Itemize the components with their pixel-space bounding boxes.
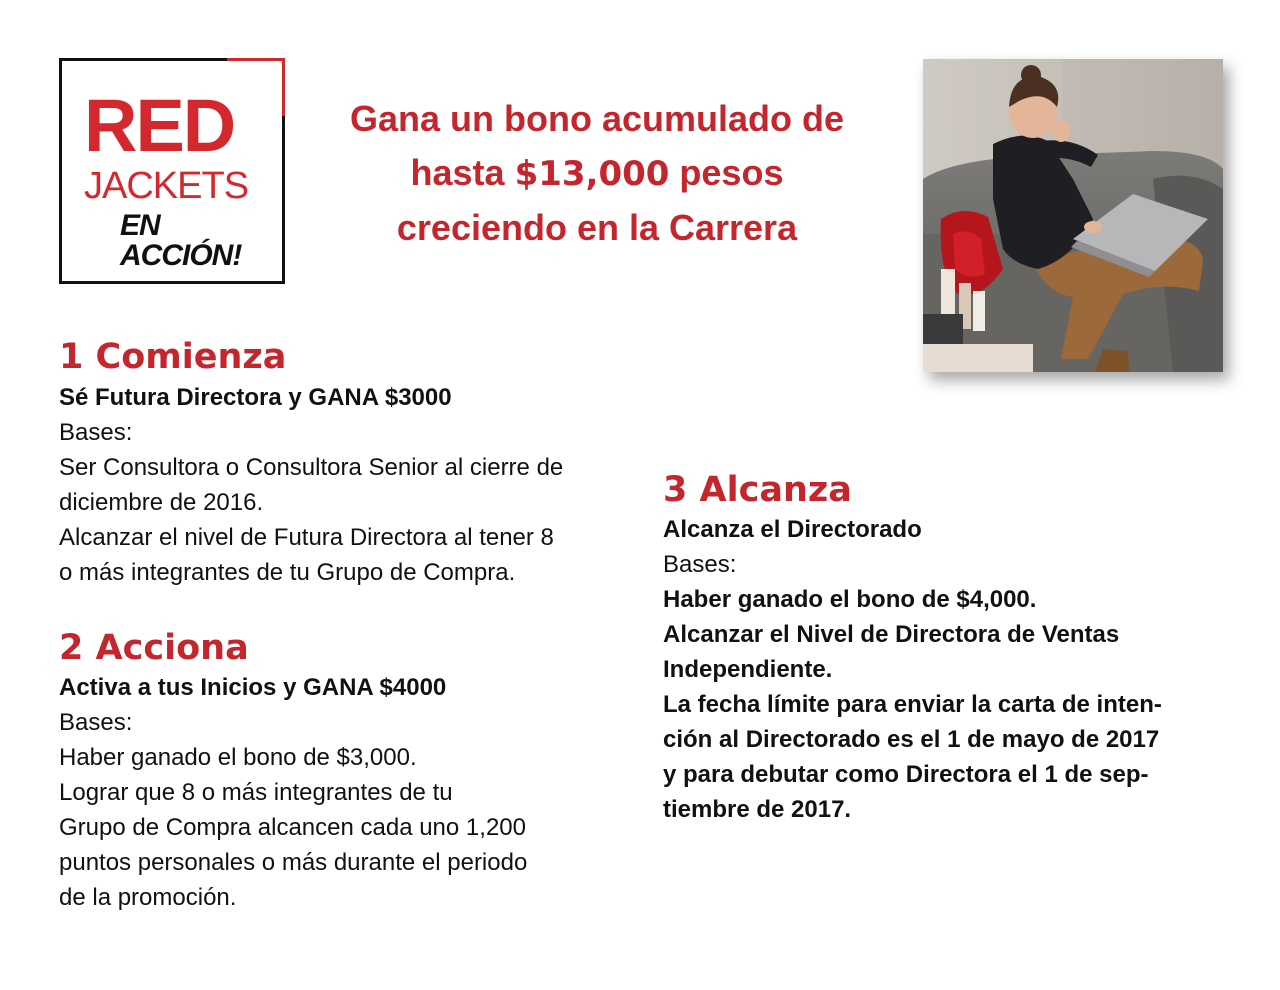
section-3-line: ción al Directorado es el 1 de mayo de 2017	[663, 726, 1160, 753]
section-2-subtitle: Activa a tus Inicios y GANA $4000	[59, 674, 447, 701]
headline-prefix: hasta	[410, 152, 515, 193]
section-3-body	[663, 512, 1162, 827]
section-3-line: La fecha límite para enviar la carta de inten-	[663, 691, 1162, 718]
headline-amount: $13,000	[514, 154, 670, 194]
headline-line-2	[322, 146, 872, 201]
section-2-line: Haber ganado el bono de $3,000.	[59, 744, 417, 771]
headline-line-1: Gana un bono acumulado de	[349, 98, 845, 139]
section-2-body	[59, 670, 527, 915]
headline	[322, 92, 872, 255]
section-1-line: Alcanzar el nivel de Futura Directora al tener 8	[59, 524, 554, 551]
section-1-bases-label: Bases:	[59, 419, 133, 446]
section-2-title: 2 Acciona	[59, 628, 249, 668]
section-3-line: Alcanzar el Nivel de Directora de Ventas	[663, 621, 1120, 648]
section-3-line: Haber ganado el bono de $4,000.	[663, 586, 1037, 613]
section-1-subtitle: Sé Futura Directora y GANA $3000	[59, 384, 452, 411]
woman-laptop-photo	[923, 59, 1223, 372]
section-3-line: tiembre de 2017.	[663, 796, 852, 823]
section-1-line: diciembre de 2016.	[59, 489, 264, 516]
logo-text-en-accion: EN ACCIÓN!	[120, 209, 242, 272]
section-2-bases-label: Bases:	[59, 709, 133, 736]
logo-corner-accent	[227, 58, 285, 116]
section-2-line: Lograr que 8 o más integrantes de tu	[59, 779, 453, 806]
logo-text-red: RED	[84, 84, 235, 167]
red-jackets-logo	[59, 58, 285, 284]
headline-suffix: pesos	[669, 152, 784, 193]
section-3-bases-label: Bases:	[663, 551, 737, 578]
section-1-body	[59, 380, 563, 590]
section-2-line: de la promoción.	[59, 884, 237, 911]
section-2-line: Grupo de Compra alcancen cada uno 1,200	[59, 814, 526, 841]
headline-line-3: creciendo en la Carrera	[396, 207, 798, 248]
section-3-line: Independiente.	[663, 656, 833, 683]
section-1-line: o más integrantes de tu Grupo de Compra.	[59, 559, 516, 586]
section-3-line: y para debutar como Directora el 1 de sep-	[663, 761, 1149, 788]
section-3-subtitle: Alcanza el Directorado	[663, 516, 922, 543]
section-1-title: 1 Comienza	[59, 337, 287, 377]
section-3-title: 3 Alcanza	[663, 470, 852, 510]
section-1-line: Ser Consultora o Consultora Senior al cierre de	[59, 454, 564, 481]
section-2-line: puntos personales o más durante el periodo	[59, 849, 528, 876]
logo-text-jackets: JACKETS	[84, 165, 249, 207]
